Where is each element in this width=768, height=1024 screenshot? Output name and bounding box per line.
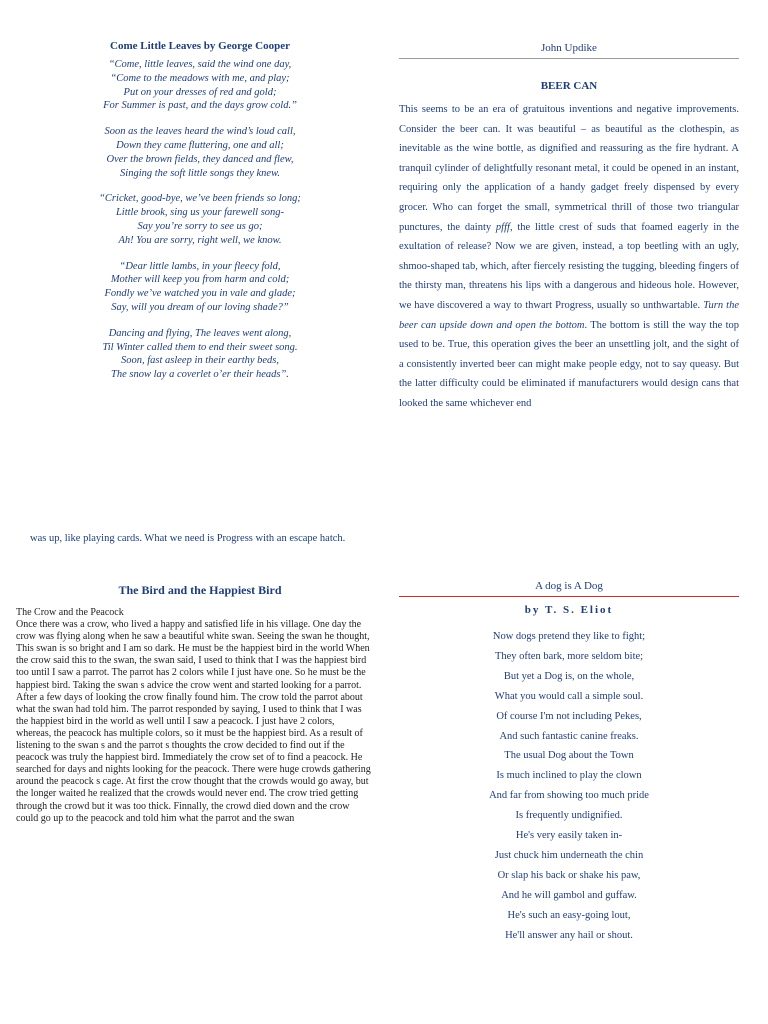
essay-italic-phrase: Turn the beer can upside down and open the bottom xyxy=(399,299,739,331)
poem-line: Dancing and flying, The leaves went along, xyxy=(108,327,292,339)
poem-line: Or slap his back or shake his paw, xyxy=(497,869,641,881)
stanza xyxy=(60,327,340,382)
poem-line: Is much inclined to play the clown xyxy=(496,770,642,782)
poem-line: “Come, little leaves, said the wind one day, xyxy=(108,59,292,70)
poem-line: Put on your dresses of red and gold; xyxy=(123,86,277,98)
poem-line: The usual Dog about the Town xyxy=(504,750,634,762)
poem-line: Ah! You are sorry, right well, we know. xyxy=(118,234,282,246)
poem-line: But yet a Dog is, on the whole, xyxy=(503,670,635,682)
stanza xyxy=(60,125,340,180)
poem-a-dog-is-a-dog xyxy=(399,627,739,946)
poem-line: He's such an easy-going lout, xyxy=(507,909,631,921)
poem-line: And such fantastic canine freaks. xyxy=(499,730,639,742)
poem-line: “Cricket, good-bye, we’ve been friends so long; xyxy=(99,193,301,205)
poem-line: Of course I'm not including Pekes, xyxy=(496,710,642,722)
poem-line: Soon as the leaves heard the wind’s loud call, xyxy=(104,126,296,138)
essay-continuation-text: was up, like playing cards. What we need is Progress with an escape hatch. xyxy=(30,533,346,544)
poem-line: Little brook, sing us your farewell song- xyxy=(115,207,285,219)
poem-line: Soon, fast asleep in their earthy beds, xyxy=(120,355,280,367)
poem-line: He'll answer any hail or shout. xyxy=(505,929,633,941)
poem-line: “Dear little lambs, in your fleecy fold, xyxy=(119,260,281,272)
poem-line: Now dogs pretend they like to fight; xyxy=(492,631,646,642)
poem-line: And far from showing too much pride xyxy=(489,790,649,802)
essay-pfff: pfff xyxy=(495,221,510,233)
poem-line: Say, will you dream of our loving shade?” xyxy=(111,301,289,313)
essay-text: , the little crest of suds that foamed eagerly in the exultation of release? Now we are given, instead, a top beetling with an ugly, shmoo-shaped tab, which, after fiercely resisting the tugging, bleeding fingers of the thirsty man, threatens his lips with a dangerous and hideous hole. However, we have discovered a way to thwart Progress, usually so unthwartable. xyxy=(399,221,739,311)
essay-author: John Updike xyxy=(399,42,739,59)
poem-title: Come Little Leaves by George Cooper xyxy=(110,40,290,52)
poem-line: What you would call a simple soul. xyxy=(494,690,644,702)
poem-line: Over the brown fields, they danced and flew, xyxy=(106,153,294,165)
poem-line: “Come to the meadows with me, and play; xyxy=(110,72,290,84)
stanza xyxy=(60,260,340,315)
poem-line: Is frequently undignified. xyxy=(515,810,623,822)
essay-text: . The bottom is still the way the top used to be. True, this operation gives the beer an unsettling jolt, and the sight of a consistently inverted beer can might make people edgy, not to say queasy. But the latter difficulty could be eliminated if manufacturers would design cans that looked the same whichever end xyxy=(399,319,739,409)
essay-continuation xyxy=(30,529,370,549)
poem-line: Down they came fluttering, one and all; xyxy=(116,139,284,151)
poem2-author: by T. S. Eliot xyxy=(524,604,614,616)
poem-line: They often bark, more seldom bite; xyxy=(494,650,644,662)
story-title: The Bird and the Happiest Bird xyxy=(118,583,282,597)
poem-line: Til Winter called them to end their sweet song. xyxy=(102,341,298,353)
essay-text: This seems to be an era of gratuitous inventions and negative improvements. Consider the beer can. It was beautiful – as beautiful as the clothespin, as inevitable as the wine bottle, as dignified and reassuring as the fire hydrant. A tranquil cylinder of delightfully resonant metal, it could be opened in an instant, requiring only the application of a handy gadget freely dispensed by every grocer. Who can forget the small, symmetrical thrill of those two triangular punctures, the dainty xyxy=(399,104,739,233)
poem-line: Singing the soft little songs they knew. xyxy=(120,167,280,179)
poem-line: Mother will keep you from harm and cold; xyxy=(110,274,290,286)
story-heading: The Crow and the Peacock xyxy=(16,607,124,618)
essay-body xyxy=(399,100,739,438)
stanza xyxy=(60,192,340,247)
poem-line: Just chuck him underneath the chin xyxy=(494,849,644,861)
essay-paragraph xyxy=(399,100,739,414)
poem2-title: A dog is A Dog xyxy=(399,580,739,597)
poem-line: Fondly we’ve watched you in vale and glade; xyxy=(104,288,296,300)
poem-come-little-leaves xyxy=(60,40,340,394)
poem-line: He's very easily taken in- xyxy=(515,830,623,842)
poem-line: The snow lay a coverlet o’er their heads”. xyxy=(111,369,289,381)
essay-title: BEER CAN xyxy=(540,80,598,92)
story-body: Once there was a crow, who lived a happy and satisfied life in his village. One day the crow was flying along when he saw a beautiful white swan. Seeing the swan he thought, This swan is so bright and I am so dark. He must be the happiest bird in the world When the crow said this to the swan, the swan said, I used to think that I was the happiest bird too until I saw a parrot. The parrot has 2 colors while I just have one. So he must be the happiest bird. Taking the swan s advice the crow went and started looking for a parrot. After a few days of looking the crow finally found him. The crow told the parrot about what the swan had told him. The parrot responded by saying, I used to think that I was the happiest bird in the world as well until I saw a peacock. I just have 2 colors, whereas, the peacock has multiple colors, so it must be the happiest bird. As a result of listening to the swan s and the parrot s thoughts the crow decided to find out if the peacock was truly the happiest bird. Immediately the crow set of to find a peacock. He searched for days and nights looking for the peacock. There were huge crowds gathering around the peacock s cage. At first the crow thought that the crowds would go away, but the longer waited he realized that the crowds would never end. The crow tried getting through the crowd but it was too thick. Finnally, the crowd died down and the crow could go up to the peacock and told him what the parrot and the swan xyxy=(16,619,371,824)
poem-line: For Summer is past, and the days grow cold.” xyxy=(103,100,297,112)
stanza xyxy=(60,58,340,113)
poem-line: Say you’re sorry to see us go; xyxy=(137,220,263,232)
poem-line: And he will gambol and guffaw. xyxy=(501,889,637,901)
story-scan xyxy=(16,607,372,825)
